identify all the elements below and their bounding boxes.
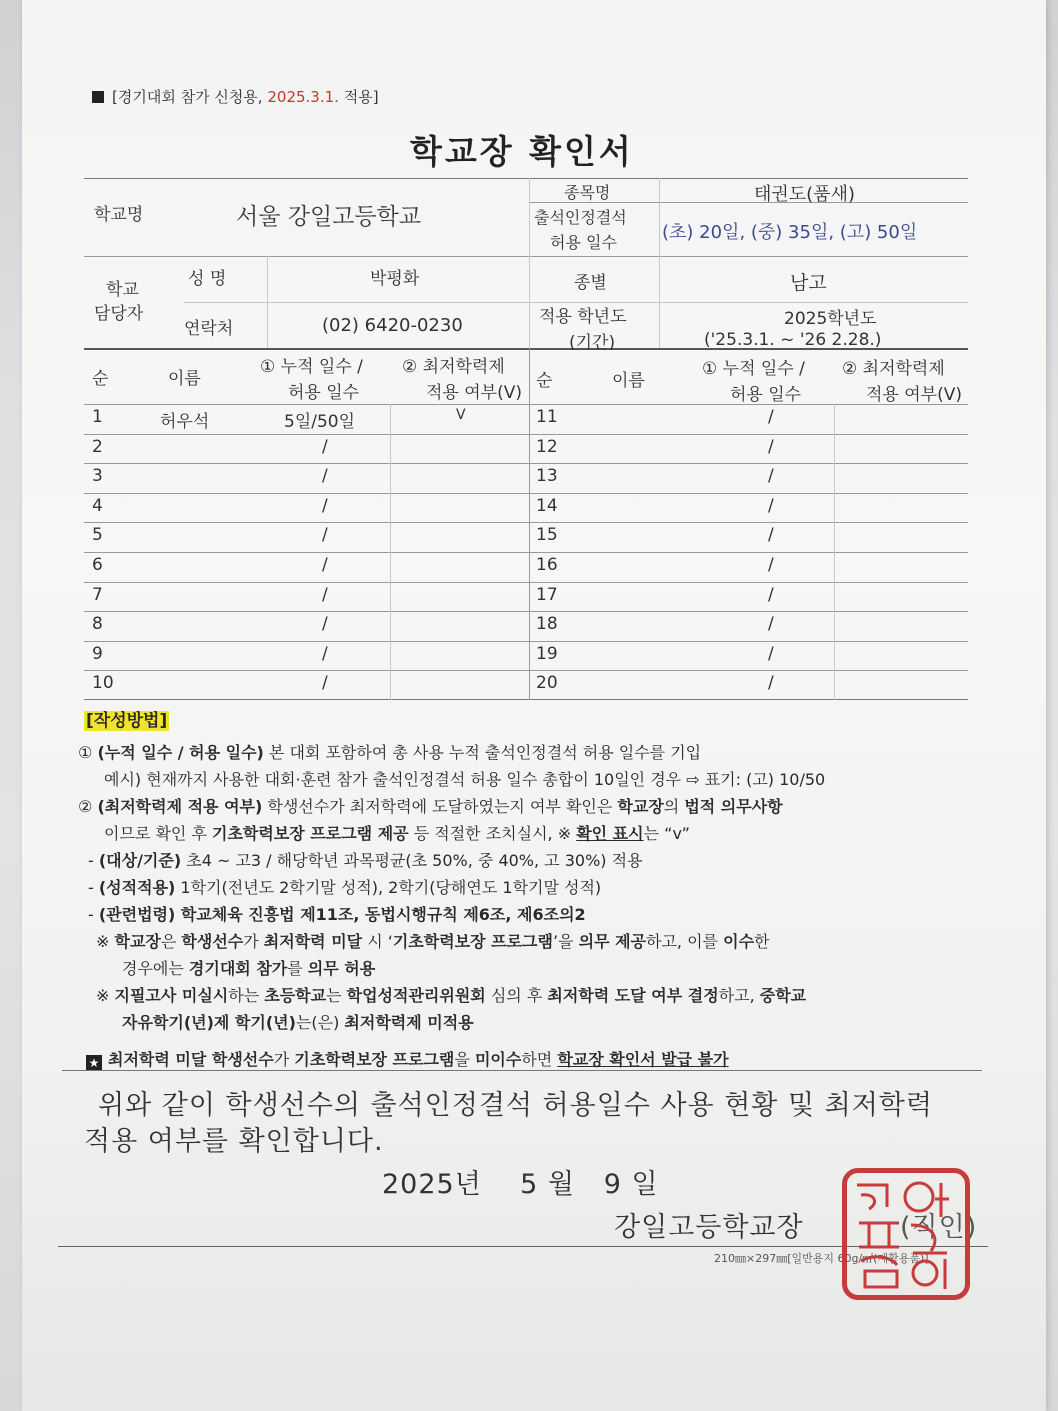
- divider: [62, 1070, 982, 1071]
- row-line: [84, 582, 968, 583]
- cumulative-days: /: [768, 407, 774, 427]
- year-label-1: 적용 학년도: [539, 307, 627, 327]
- event-name: 태권도(품새): [754, 184, 855, 205]
- row-line: [84, 641, 968, 642]
- signature-date: 2025년 5 월 9 일: [382, 1169, 659, 1200]
- document-title: 학교장 확인서: [410, 132, 634, 171]
- instruction-line-4: 이므로 확인 후 기초학력보장 프로그램 제공 등 적절한 조치실시, ※ 확인 표시는 “v”: [104, 824, 690, 843]
- cumulative-days: /: [322, 614, 328, 635]
- row-line: [84, 463, 968, 464]
- confirmation-table: [84, 178, 968, 700]
- table-bottom-line: [84, 699, 968, 700]
- row-number: 5: [92, 525, 103, 546]
- row-number: 14: [536, 495, 558, 516]
- cumulative-days: /: [768, 495, 774, 516]
- warning-line: ★ 최저학력 미달 학생선수가 기초학력보장 프로그램을 미이수하면 학교장 확인서 발급 불가: [86, 1047, 729, 1071]
- category-value: 남고: [790, 272, 827, 294]
- manager-label-2: 담당자: [94, 304, 144, 324]
- table-line: [84, 404, 968, 405]
- paper-spec: 210㎜×297㎜[일반용지 60g/㎡(재활용품)]: [714, 1252, 929, 1265]
- row-line: [84, 522, 968, 523]
- col-name-right: 이름: [612, 371, 645, 391]
- instructions-heading: [작성방법]: [86, 711, 168, 731]
- row-number: 20: [536, 673, 558, 694]
- table-vline: [529, 178, 530, 348]
- square-bullet-icon: [92, 91, 104, 103]
- star-square-icon: ★: [86, 1055, 102, 1071]
- year-label-2: (기간): [569, 333, 616, 353]
- table-vline: [834, 404, 835, 700]
- cumulative-days: /: [768, 643, 774, 664]
- year-value: 2025학년도: [784, 309, 877, 329]
- row-number: 6: [92, 555, 103, 575]
- school-label: 학교명: [94, 205, 144, 225]
- table-line: [84, 256, 968, 257]
- instruction-line-2: 예시) 현재까지 사용한 대회·훈련 참가 출석인정결석 허용 일수 총합이 10일인 경우 ⇨ 표기: (고) 10/50: [104, 770, 826, 789]
- row-number: 19: [536, 643, 558, 664]
- cumulative-days: /: [322, 584, 328, 605]
- seal-script-icon: [847, 1173, 965, 1295]
- instruction-line-10: ※ 지필고사 미실시하는 초등학교는 학업성적관리위원회 심의 후 최저학력 도달 여부 결정하고, 중학교: [96, 986, 807, 1005]
- allowance-label-1: 출석인정결석: [534, 208, 627, 227]
- col-cum-1-right: ① 누적 일수 /: [702, 359, 805, 379]
- confirm-line-1: 위와 같이 학생선수의 출석인정결석 허용일수 사용 현황 및 최저학력: [98, 1090, 933, 1121]
- table-vline: [390, 404, 391, 700]
- manager-name-label: 성 명: [188, 269, 227, 289]
- col-min-1-left: ② 최저학력제: [402, 357, 505, 377]
- cumulative-days: /: [322, 525, 328, 546]
- row-number: 18: [536, 614, 558, 635]
- row-number: 15: [536, 525, 558, 546]
- instruction-line-7: - (관련법령) 학교체육 진흥법 제11조, 동법시행규칙 제6조, 제6조의2: [88, 905, 586, 924]
- school-name: 서울 강일고등학교: [236, 204, 422, 230]
- cumulative-days: /: [322, 643, 328, 664]
- row-number: 4: [92, 495, 103, 516]
- manager-label-1: 학교: [106, 280, 139, 300]
- cumulative-days: /: [322, 436, 328, 457]
- principal-seal-label: (직인): [900, 1212, 978, 1243]
- table-top-line: [84, 178, 968, 179]
- col-cum-2-left: 허용 일수: [288, 383, 360, 403]
- table-vline: [529, 348, 530, 700]
- manager-name: 박평화: [370, 269, 420, 289]
- row-number: 12: [536, 436, 558, 457]
- row-line: [84, 611, 968, 612]
- table-vline: [267, 256, 268, 348]
- col-no-right: 순: [536, 371, 553, 391]
- row-number: 16: [536, 555, 558, 575]
- row-line: [84, 552, 968, 553]
- instruction-line-11: 자유학기(년)제 학기(년)는(은) 최저학력제 미적용: [122, 1013, 474, 1032]
- row-line: [84, 670, 968, 671]
- row-line: [84, 493, 968, 494]
- category-label: 종별: [574, 273, 607, 293]
- cumulative-days: /: [322, 673, 328, 694]
- allowance-label-2: 허용 일수: [550, 233, 617, 252]
- instruction-line-9: 경우에는 경기대회 참가를 의무 허용: [122, 959, 376, 978]
- student-name: 허우석: [160, 412, 210, 432]
- row-number: 11: [536, 407, 558, 427]
- instruction-line-6: - (성적적용) 1학기(전년도 2학기말 성적), 2학기(당해연도 1학기말 성적): [88, 878, 602, 897]
- instruction-line-5: - (대상/기준) 초4 ~ 고3 / 해당학년 과목평균(초 50%, 중 40%, 고 30%) 적용: [88, 851, 643, 870]
- instruction-line-3: ② (최저학력제 적용 여부) 학생선수가 최저학력에 도달하였는지 여부 확인은 학교장의 법적 의무사항: [78, 797, 783, 816]
- row-number: 9: [92, 643, 103, 664]
- instruction-line-8: ※ 학교장은 학생선수가 최저학력 미달 시 ‘기초학력보장 프로그램’을 의무 제공하고, 이를 이수한: [96, 932, 770, 951]
- manager-contact: (02) 6420-0230: [322, 315, 463, 336]
- header-note-date: 2025.3.1.: [267, 88, 339, 106]
- col-min-2-right: 적용 여부(V): [866, 385, 962, 405]
- official-seal-stamp: [842, 1168, 970, 1300]
- col-name-left: 이름: [168, 369, 201, 389]
- cumulative-days: /: [768, 436, 774, 457]
- min-academic-check: V: [456, 407, 466, 423]
- header-note: [경기대회 참가 신청용, 2025.3.1. 적용]: [92, 86, 379, 107]
- row-line: [84, 434, 968, 435]
- row-number: 1: [92, 407, 103, 427]
- cumulative-days: /: [768, 555, 774, 575]
- principal-name: 강일고등학교장: [614, 1212, 804, 1243]
- cumulative-days: /: [768, 614, 774, 635]
- allowance-days: (초) 20일, (중) 35일, (고) 50일: [662, 222, 918, 243]
- instruction-line-1: ① (누적 일수 / 허용 일수) 본 대회 포함하여 총 사용 누적 출석인정결석 허용 일수를 기입: [78, 743, 702, 762]
- cumulative-days: /: [322, 466, 328, 487]
- event-label: 종목명: [564, 183, 611, 202]
- col-cum-2-right: 허용 일수: [730, 385, 802, 405]
- cumulative-days: /: [322, 555, 328, 575]
- table-vline: [659, 178, 660, 348]
- cumulative-days: /: [768, 673, 774, 694]
- row-number: 3: [92, 466, 103, 487]
- col-no-left: 순: [92, 369, 109, 389]
- col-cum-1-left: ① 누적 일수 /: [260, 357, 363, 377]
- row-number: 8: [92, 614, 103, 635]
- cumulative-days: /: [768, 525, 774, 546]
- manager-contact-label: 연락처: [184, 319, 234, 339]
- row-number: 10: [92, 673, 114, 694]
- confirm-line-2: 적용 여부를 확인합니다.: [84, 1126, 384, 1157]
- row-number: 17: [536, 584, 558, 605]
- year-period: ('25.3.1. ~ '26 2.28.): [704, 330, 882, 350]
- cumulative-days: 5일/50일: [284, 412, 356, 432]
- row-number: 13: [536, 466, 558, 487]
- cumulative-days: /: [768, 466, 774, 487]
- cumulative-days: /: [768, 584, 774, 605]
- row-number: 7: [92, 584, 103, 605]
- row-number: 2: [92, 436, 103, 457]
- col-min-2-left: 적용 여부(V): [426, 383, 522, 403]
- cumulative-days: /: [322, 495, 328, 516]
- col-min-1-right: ② 최저학력제: [842, 359, 945, 379]
